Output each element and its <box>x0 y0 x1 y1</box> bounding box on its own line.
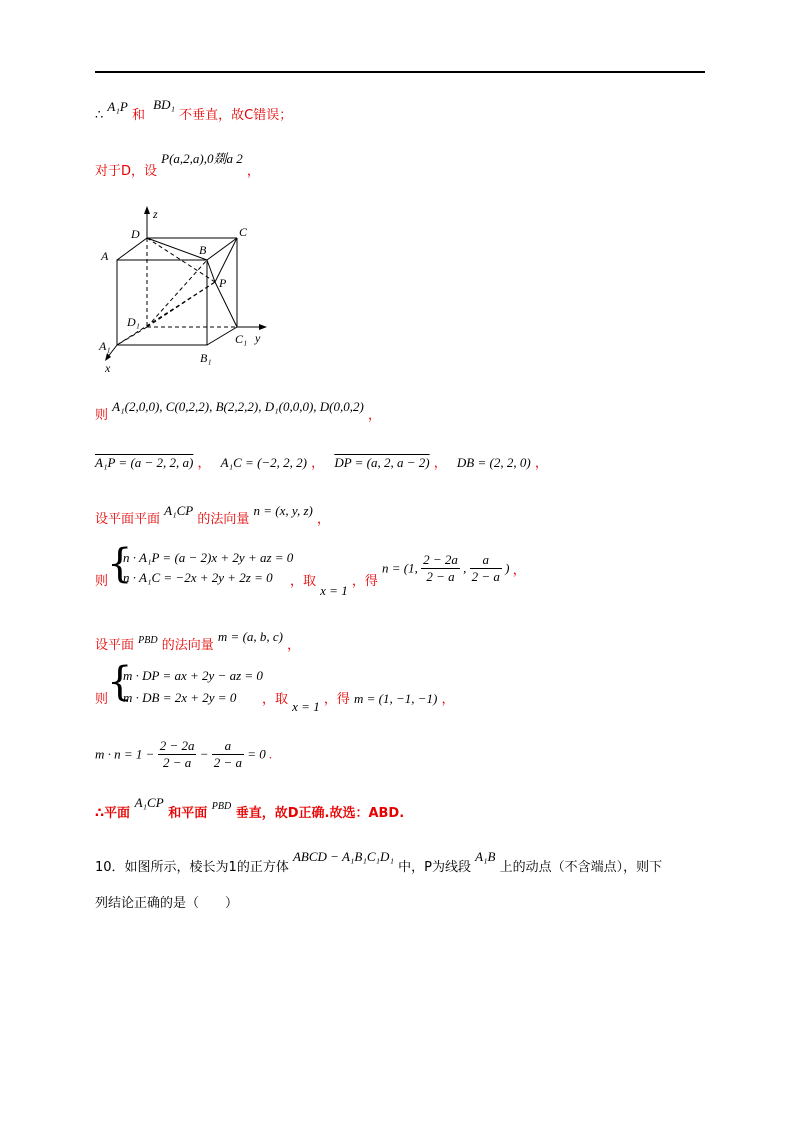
system-brace-2: { <box>107 659 133 705</box>
conclusion-line: ∴平面 A₁CP 和平面 $^{PBD}$ 垂直，故D正确.故选：ABD. <box>95 795 405 821</box>
cube-figure <box>95 200 285 380</box>
fig-label-A1: A₁ <box>99 339 111 353</box>
question-10-line-2: 列结论正确的是（ ） <box>95 896 239 911</box>
fig-label-z: z <box>153 207 158 221</box>
system-brace-1: { <box>107 541 133 587</box>
system-2-take: ，取 x = 1 ，得 m = (1, −1, −1) ， <box>262 691 455 714</box>
fig-label-x: x <box>105 361 111 375</box>
solution-line-7: 设平面 $^{PBD}$ 的法向量 m = (a, b, c) ， <box>95 629 301 653</box>
fig-label-D1: D₁ <box>127 315 140 329</box>
fig-label-A: A <box>101 249 109 263</box>
solution-line-1: ∴ A₁P 和 BD₁ 不垂直，故C错误； <box>95 97 293 123</box>
header-rule <box>95 71 705 73</box>
solution-line-8-prefix: 则 <box>95 692 109 707</box>
solution-line-4: A₁P = (a − 2, 2, a) ， A₁C = (−2, 2, 2) ， DP = (a, 2, a − 2) ， DB = (2, 2, 0) ， <box>95 455 548 471</box>
fig-label-P: P <box>219 276 227 290</box>
fig-label-C1: C₁ <box>235 332 248 346</box>
fig-label-C: C <box>239 225 248 239</box>
fig-label-y: y <box>255 331 261 345</box>
system-2-eq2: m · DB = 2x + 2y = 0 <box>123 690 237 705</box>
solution-line-6-prefix: 则 <box>95 574 109 589</box>
system-2-eq1: m · DP = ax + 2y − az = 0 <box>123 668 263 683</box>
fig-label-B: B <box>199 243 207 257</box>
dot-product-line: m · n = 1 − $\frac{2 - 2a}{2 - a}$ − $\frac{a}{2 - a}$ = 0 . <box>95 738 273 770</box>
solution-line-3: 则 A₁(2,0,0), C(0,2,2), B(2,2,2), D₁(0,0,0), D(0,0,2) ， <box>95 399 381 423</box>
solution-line-2: 对于D，设 P(a,2,a),0剟a 2 ， <box>95 151 260 179</box>
n-result: n = (1, $\frac{2 - 2a}{2 - a}$ , $\frac{a}{2 - a}$ ) ， <box>382 552 526 584</box>
question-10-line-1: 10．如图所示，棱长为1的正方体 ABCD − A₁B₁C₁D₁ 中，P为线段 A₁B 上的动点（不含端点），则下 <box>95 849 663 875</box>
solution-line-5: 设平面平面 A₁CP 的法向量 n = (x, y, z) ， <box>95 503 330 527</box>
system-1-eq2: n · A₁C = −2x + 2y + 2z = 0 <box>123 570 273 585</box>
fig-label-D: D <box>131 227 140 241</box>
system-1-take: ，取 x = 1 ，得 <box>290 574 378 598</box>
fig-label-B1: B₁ <box>200 351 212 365</box>
system-1-eq1: n · A₁P = (a − 2)x + 2y + az = 0 <box>123 550 294 565</box>
